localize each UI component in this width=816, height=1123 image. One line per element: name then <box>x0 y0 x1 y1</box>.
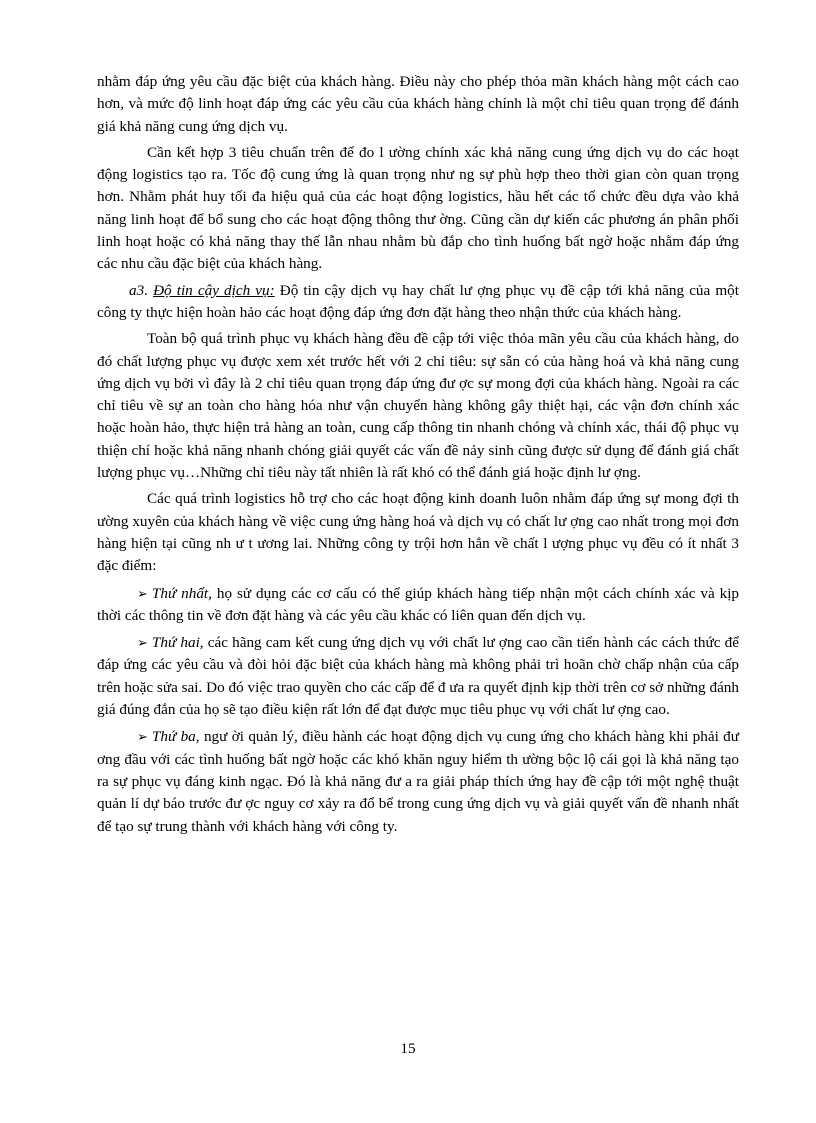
section-a3-text: Độ tin cậy dịch vụ hay chất lư ợng phục vụ đề cập tới khả năng của một công ty thực hiện hoàn hảo các hoạt động đáp ứng đơn đặt hàng theo nhận thức của khách hàng. <box>97 281 739 321</box>
arrow-bullet-icon: ➢ <box>137 729 148 745</box>
arrow-bullet-icon: ➢ <box>137 635 148 651</box>
bullet-item-first <box>97 583 739 628</box>
section-a3 <box>97 280 739 325</box>
bullet-text: họ sử dụng các cơ cấu có thể giúp khách hàng tiếp nhận một cách chính xác và kịp thời các thông tin về đơn đặt hàng và các yêu cầu khác có liên quan đến dịch vụ. <box>97 584 740 624</box>
paragraph-service-quality: Toàn bộ quá trình phục vụ khách hàng đều đề cập tới việc thỏa mãn yêu cầu của khách hàng, do đó chất lượng phục vụ được xem xét trước hết với 2 chỉ tiêu: sự sẵn có của hàng hoá và khả năng cung ứng dịch vụ bởi vì đây là 2 chỉ tiêu quan trọng đáp ứng đư ợc sự mong đợi của khách hàng. Ngoài ra các chỉ tiêu về sự an toàn cho hàng hóa như vận chuyển hàng không gây thiệt hại, các vận đơn chính xác hoặc hoàn hảo, thực hiện trả hàng an toàn, cung cấp thông tin nhanh chóng và chính xác, thái độ phục vụ thiện chí hoặc khả năng nhanh chóng giải quyết các vấn đề nảy sinh cũng được sử dụng để đánh giá chất lượng phục vụ…Những chỉ tiêu này tất nhiên là rất khó có thể đánh giá hoặc định lư ợng. <box>97 330 739 482</box>
document-page <box>97 71 739 838</box>
section-a3-title: Độ tin cậy dịch vụ: <box>153 281 275 299</box>
paragraph-criteria: Cần kết hợp 3 tiêu chuẩn trên để đo l ường chính xác khả năng cung ứng dịch vụ do các hoạt động logistics tạo ra. Tốc độ cung ứng là quan trọng như ng sự phù hợp theo thời gian còn quan trọng hơn. Nhằm phát huy tối đa hiệu quả của các hoạt động logistics, hầu hết các tổ chức đều dựa vào khả năng linh hoạt để bổ sung cho các hoạt động thông thư ờng. Cũng cần dự kiến các phương án phân phối linh hoạt hoặc có khả năng thay thế lẫn nhau nhằm bù đắp cho tình huống bất ngờ hoặc nhằm đáp ứng các nhu cầu đặc biệt của khách hàng. <box>97 143 739 273</box>
bullet-lead: Thứ nhất, <box>151 584 212 602</box>
arrow-bullet-icon: ➢ <box>137 585 148 601</box>
paragraph-logistics-process: Các quá trình logistics hỗ trợ cho các hoạt động kinh doanh luôn nhằm đáp ứng sự mong đợi th ường xuyên của khách hàng về việc cung ứng hàng hoá và dịch vụ có chất lư ợng cao nhất trong mọi đơn hàng hiện tại cũng nh ư t ương lai. Những công ty trội hơn hẳn về chất l ượng phục vụ đều có ít nhất 3 đặc điểm: <box>97 490 739 575</box>
bullet-lead: Thứ ba, <box>151 728 200 746</box>
bullet-text: ngư ời quản lý, điều hành các hoạt động dịch vụ cung ứng cho khách hàng khi phải đư ơng đầu với các tình huống bất ngờ hoặc các khó khăn nguy hiểm th ường bộc lộ cái gọi là khả năng tạo ra sự phục vụ đáng kinh ngạc. Đó là khả năng đư a ra giải pháp thích ứng hay đề cập tới một nghệ thuật quản lí dự báo trước đư ợc nguy cơ xảy ra đổ bể trong cung ứng dịch vụ và giải quyết vấn đề nhanh nhất để tạo sự trung thành với khách hàng với công ty. <box>97 728 739 835</box>
bullet-text: các hãng cam kết cung ứng dịch vụ với chất lư ợng cao cần tiến hành các cách thức để đáp ứng các yêu cầu và đòi hỏi đặc biệt của khách hàng mà không phải trì hoãn chờ chấp nhận của cấp trên hoặc sửa sai. Do đó việc trao quyền cho các cấp để đ ưa ra quyết định kịp thời trên cơ sở những đánh giá đúng đắn của họ sẽ tạo điều kiện rất lớn để đạt được mục tiêu phục vụ với chất lư ợng cao. <box>97 634 739 719</box>
paragraph-continuation: nhằm đáp ứng yêu cầu đặc biệt của khách hàng. Điều này cho phép thỏa mãn khách hàng một cách cao hơn, và mức độ linh hoạt đáp ứng các yêu cầu của khách hàng chính là một chỉ tiêu quan trọng để đánh giá khả năng cung ứng dịch vụ. <box>97 73 739 135</box>
bullet-item-third <box>97 726 739 837</box>
bullet-item-second <box>97 632 739 721</box>
bullet-lead: Thứ hai, <box>151 634 204 652</box>
section-a3-label: a3. <box>129 281 148 299</box>
page-number: 15 <box>400 1040 416 1057</box>
